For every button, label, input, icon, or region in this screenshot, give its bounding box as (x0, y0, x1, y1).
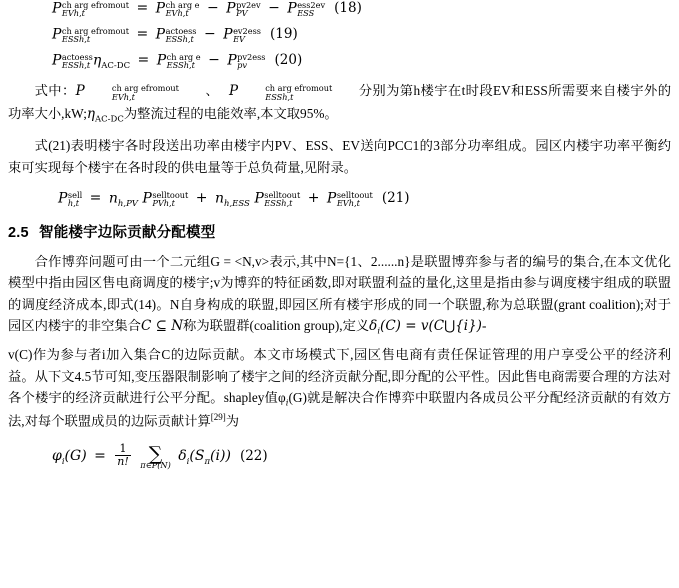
section-heading (0, 221, 679, 242)
paragraph-notation-tail: 为整流过程的电能效率,本文取95%。 (123, 106, 338, 122)
paragraph-coalition-b: 称为联盟群(coalition group),定义 (183, 318, 370, 334)
equation-20-number: (20) (274, 51, 303, 68)
equation-22-expression: $\varphi_i(G)$ = $\frac{1}{n!}$ ∑ π∈P(N) $\delta_i(S_\pi(i))$ (52, 442, 231, 471)
symbol-ev-charge-fromout: P ch arg efromout EVh,t (75, 83, 179, 102)
equation-19-number: (19) (270, 26, 298, 43)
paragraph-shapley (0, 344, 679, 432)
paragraph-coalition-c: - (481, 318, 487, 334)
equation-19-expression: P ch arg efromout ESSh,t = P actoess ESSh,t − P ev2ess EV (52, 25, 261, 45)
section-title: 智能楼宇边际贡献分配模型 (39, 224, 216, 241)
equation-19 (0, 26, 679, 43)
paragraph-notation-mid2: 分别为第h楼宇在t时段EV和ESS所需要来自楼宇外的功率大小,kW; (8, 83, 672, 122)
paragraph-coalition-a: 合作博弈问题可由一个二元组G = <N,v>表示,其中N={1、2......n}是联盟博弈参与者的编号的集合,在本文优化模型中指由园区售电商调度的楼宇;v为博弈的特征函数,即对联盟利益的量化,这里是指由参与调度楼宇组成的联盟的调度经济成本,即式(14)。N自身构成的联盟,即园区所有楼宇形成的同一个联盟,称为总联盟(grant coalition);对于园区内楼宇的非空集合 (8, 253, 671, 334)
symbol-delta-definition: $\delta_i(C)$ = v(C⋃{i}) (369, 318, 482, 338)
paragraph-shapley-c: 为 (225, 413, 240, 429)
paragraph-notation (0, 80, 679, 126)
paragraph-notation-pre: 式中： (34, 83, 76, 99)
equation-18 (0, 0, 679, 17)
citation-ref-29: [29] (210, 412, 226, 423)
section-number: 2.5 (8, 224, 29, 241)
paragraph-shapley-b: (G)就是解决合作博弈中联盟内各成员公平分配经济贡献的有效方法,对每个联盟成员的边际贡献计算 (8, 390, 671, 429)
paragraph-eq21-explanation: 式(21)表明楼宇各时段送出功率由楼宇内PV、ESS、EV送向PCC1的3部分功率组成。园区内楼宇功率平衡约束可实现每个楼宇在各时段的供电量等于总负荷量,见附录。 (8, 137, 671, 175)
equation-21 (0, 190, 679, 210)
equation-22-number: (22) (239, 448, 268, 465)
equation-20-expression: P actoess ESSh,t $\eta_{AC-DC} = P$ ch arg e ESSh,t − P pv2ess pv (52, 51, 266, 71)
symbol-phi-i: i (285, 398, 289, 409)
symbol-ess-charge-fromout: P ch arg efromout ESSh,t (229, 83, 333, 102)
equation-18-number: (18) (334, 0, 362, 17)
equation-20 (0, 52, 679, 69)
equation-22 (0, 442, 679, 471)
equation-21-expression: P sell h,t = $n_{h,PV}$ P selltoout PVh,t + $n_{h,ESS}$ P selltoout ESSh,t + P selltoout EVh,t (58, 190, 373, 210)
symbol-eta-acdc: $\eta_{AC-DC}$ (86, 106, 124, 125)
paragraph-shapley-a: v(C)作为参与者i加入集合C的边际贡献。本文市场模式下,园区售电商有责任保证管理的用户享受公平的经济利益。从下文4.5节可知,变压器限制影响了楼宇之间的经济贡献分配,即分配的公平性。因此售电商需要合理的方法对各个楼宇的经济贡献进行公平分配。shapley值φ (8, 347, 671, 406)
equation-21-number: (21) (381, 190, 410, 207)
equation-18-expression: P ch arg efromout EVh,t = P ch arg e EVh,t − P pv2ev PV − P ess2ev ESS (52, 0, 326, 19)
paragraph-notation-mid1: 、 (204, 83, 220, 99)
symbol-set-c-subset-n: C ⊆ N (140, 318, 184, 335)
paragraph-coalition-game (0, 251, 679, 338)
